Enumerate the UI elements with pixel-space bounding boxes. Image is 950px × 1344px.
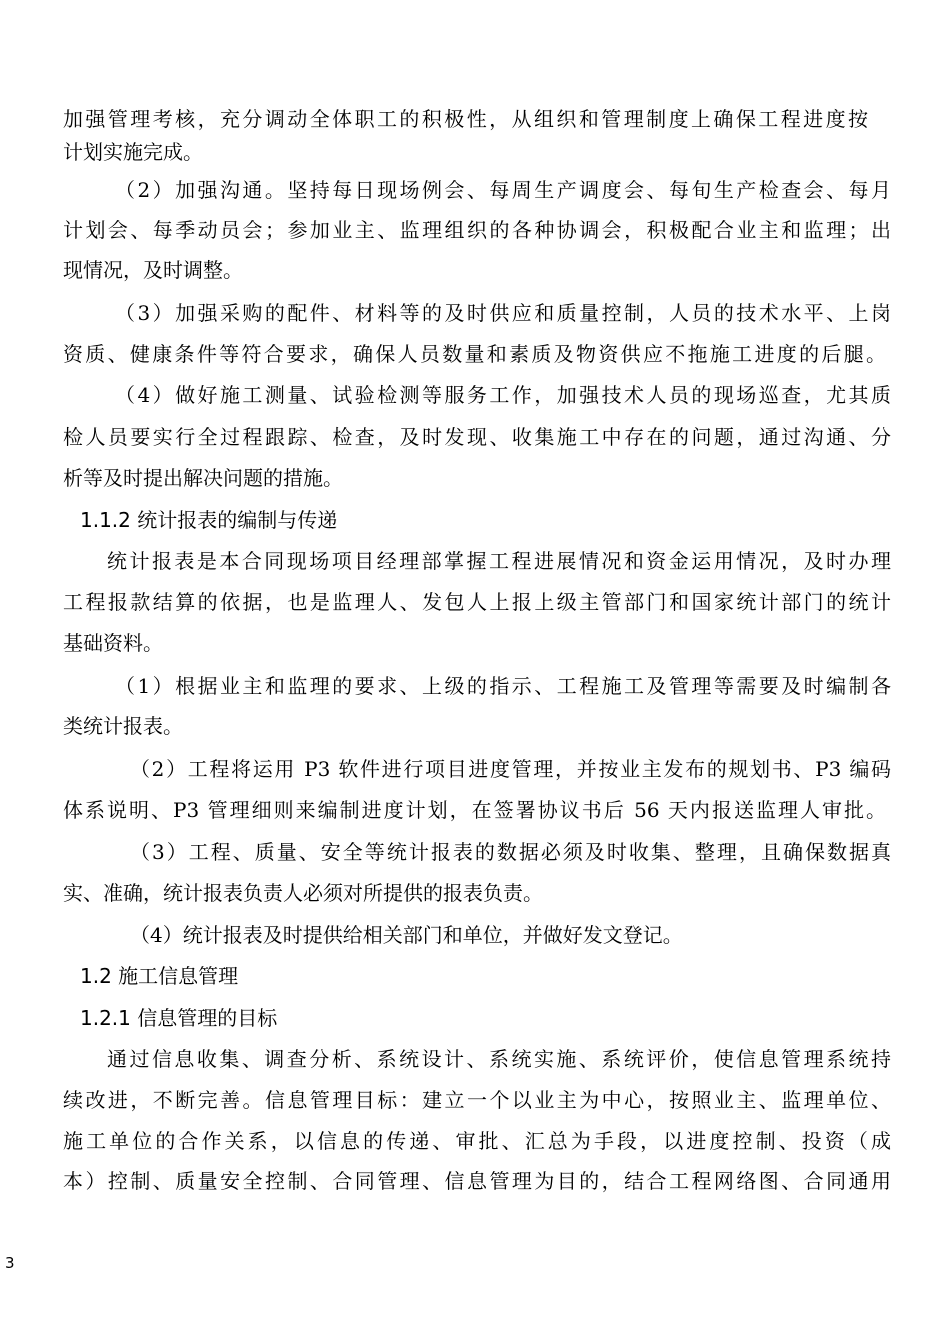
- section-heading: 1.2 施工信息管理: [80, 964, 239, 988]
- section-heading: 1.1.2 统计报表的编制与传递: [80, 508, 338, 532]
- text-line: 类统计报表。: [63, 714, 183, 738]
- text-line: （2）工程将运用 P3 软件进行项目进度管理，并按业主发布的规划书、P3 编码: [130, 757, 891, 781]
- text-line: （3）加强采购的配件、材料等的及时供应和质量控制，人员的技术水平、上岗: [115, 301, 891, 325]
- text-line: （2）加强沟通。坚持每日现场例会、每周生产调度会、每旬生产检查会、每月: [115, 178, 891, 202]
- text-line: 续改进，不断完善。信息管理目标：建立一个以业主为中心，按照业主、监理单位、: [63, 1088, 891, 1112]
- text-line: 析等及时提出解决问题的措施。: [63, 466, 343, 490]
- text-line: 工程报款结算的依据，也是监理人、发包人上报上级主管部门和国家统计部门的统计: [63, 590, 891, 614]
- text-line: （1）根据业主和监理的要求、上级的指示、工程施工及管理等需要及时编制各: [115, 674, 891, 698]
- text-line: 基础资料。: [63, 631, 163, 655]
- text-line: 本）控制、质量安全控制、合同管理、信息管理为目的，结合工程网络图、合同通用: [63, 1169, 891, 1193]
- page-number: 3: [5, 1254, 15, 1272]
- text-line: 计划会、每季动员会；参加业主、监理组织的各种协调会，积极配合业主和监理；出: [63, 218, 891, 242]
- text-line: 检人员要实行全过程跟踪、检查，及时发现、收集施工中存在的问题，通过沟通、分: [63, 425, 891, 449]
- text-line: （4）统计报表及时提供给相关部门和单位，并做好发文登记。: [130, 923, 683, 947]
- text-line: 计划实施完成。: [63, 140, 203, 164]
- text-line: 资质、健康条件等符合要求，确保人员数量和素质及物资供应不拖施工进度的后腿。: [63, 342, 886, 366]
- section-heading: 1.2.1 信息管理的目标: [80, 1006, 278, 1030]
- text-line: 通过信息收集、调查分析、系统设计、系统实施、系统评价，使信息管理系统持: [107, 1047, 891, 1071]
- text-line: 实、准确，统计报表负责人必须对所提供的报表负责。: [63, 881, 543, 905]
- text-line: 现情况，及时调整。: [63, 258, 243, 282]
- text-line: 加强管理考核，充分调动全体职工的积极性，从组织和管理制度上确保工程进度按: [63, 107, 868, 131]
- text-line: 施工单位的合作关系，以信息的传递、审批、汇总为手段，以进度控制、投资（成: [63, 1129, 891, 1153]
- text-line: 体系说明、P3 管理细则来编制进度计划，在签署协议书后 56 天内报送监理人审批。: [63, 798, 886, 822]
- text-line: （4）做好施工测量、试验检测等服务工作，加强技术人员的现场巡查，尤其质: [115, 383, 891, 407]
- text-line: （3）工程、质量、安全等统计报表的数据必须及时收集、整理，且确保数据真: [130, 840, 891, 864]
- text-line: 统计报表是本合同现场项目经理部掌握工程进展情况和资金运用情况，及时办理: [107, 549, 891, 573]
